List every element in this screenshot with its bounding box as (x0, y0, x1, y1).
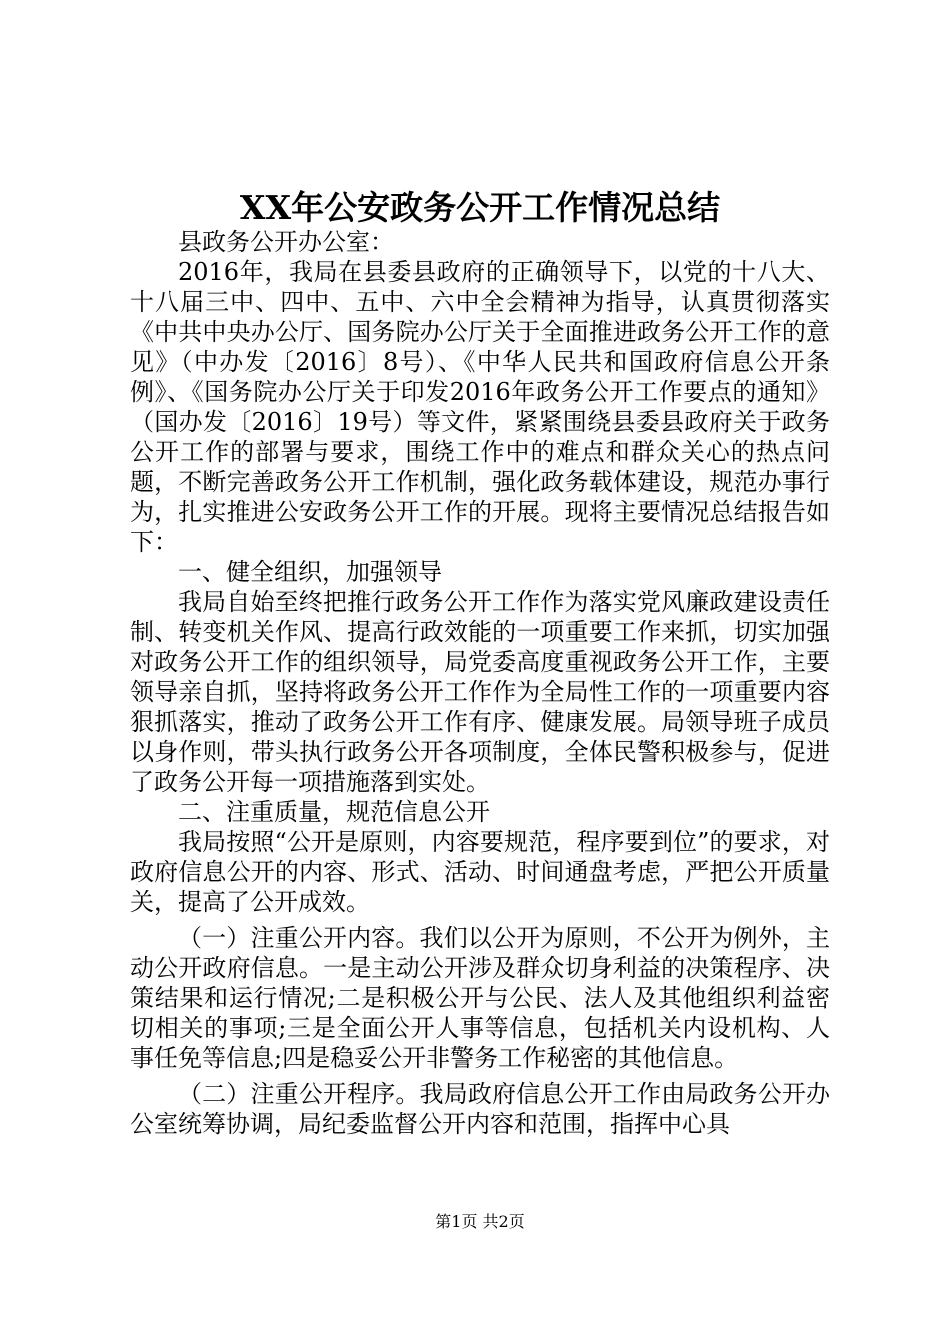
page-number-footer: 第1页 共2页 (435, 1212, 525, 1231)
subsection-2-paragraph: （二）注重公开程序。我局政府信息公开工作由局政务公开办公室统筹协调，局纪委监督公开内容和范围，指挥中心具 (130, 1080, 830, 1138)
section-heading-1: 一、健全组织，加强领导 (178, 558, 442, 586)
intro-paragraph: 2016年，我局在县委县政府的正确领导下，以党的十八大、十八届三中、四中、五中、六中全会精神为指导，认真贯彻落实《中共中央办公厅、国务院办公厅关于全面推进政务公开工作的意见》（中办发〔2016〕8号）、《中华人民共和国政府信息公开条例》、《国务院办公厅关于印发2016年政务公开工作要点的通知》（国办发〔2016〕19号）等文件，紧紧围绕县委县政府关于政务公开工作的部署与要求，围绕工作中的难点和群众关心的热点问题，不断完善政务公开工作机制，强化政务载体建设，规范办事行为，扎实推进公安政务公开工作的开展。现将主要情况总结报告如下： (130, 258, 830, 556)
section-1-paragraph: 我局自始至终把推行政务公开工作作为落实党风廉政建设责任制、转变机关作风、提高行政效能的一项重要工作来抓，切实加强对政务公开工作的组织领导，局党委高度重视政务公开工作，主要领导亲自抓，坚持将政务公开工作作为全局性工作的一项重要内容狠抓落实，推动了政务公开工作有序、健康发展。局领导班子成员以身作则，带头执行政务公开各项制度，全体民警积极参与，促进了政务公开每一项措施落到实处。 (130, 588, 830, 796)
document-title: XX年公安政务公开工作情况总结 (239, 188, 721, 227)
document-page (130, 0, 830, 1344)
section-heading-2: 二、注重质量，规范信息公开 (178, 798, 490, 826)
subsection-1-paragraph: （一）注重公开内容。我们以公开为原则，不公开为例外，主动公开政府信息。一是主动公开涉及群众切身利益的决策程序、决策结果和运行情况;二是积极公开与公民、法人及其他组织利益密切相关的事项;三是全面公开人事等信息，包括机关内设机构、人事任免等信息;四是稳妥公开非警务工作秘密的其他信息。 (130, 924, 830, 1072)
section-2-paragraph: 我局按照“公开是原则，内容要规范，程序要到位”的要求，对政府信息公开的内容、形式、活动、时间通盘考虑，严把公开质量关，提高了公开成效。 (130, 828, 830, 916)
document-body (130, 227, 830, 1139)
salutation: 县政务公开办公室： (178, 228, 394, 256)
